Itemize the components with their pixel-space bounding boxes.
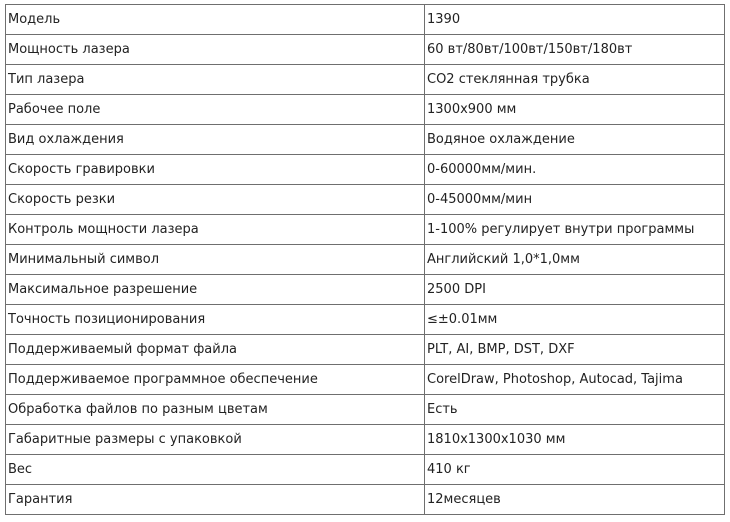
spec-row-software: [6, 365, 725, 395]
spec-label: Контроль мощности лазера: [6, 215, 425, 245]
spec-row-max-resolution: [6, 275, 725, 305]
spec-row-engraving-speed: [6, 155, 725, 185]
spec-value: 2500 DPI: [425, 275, 725, 305]
spec-value: 1300x900 мм: [425, 95, 725, 125]
spec-row-color-processing: [6, 395, 725, 425]
spec-label: Скорость резки: [6, 185, 425, 215]
spec-value: Водяное охлаждение: [425, 125, 725, 155]
spec-value: ≤±0.01мм: [425, 305, 725, 335]
spec-label: Мощность лазера: [6, 35, 425, 65]
spec-value: 0-45000мм/мин: [425, 185, 725, 215]
spec-row-file-formats: [6, 335, 725, 365]
spec-row-work-area: [6, 95, 725, 125]
spec-label: Модель: [6, 5, 425, 35]
spec-value: 1-100% регулирует внутри программы: [425, 215, 725, 245]
spec-row-weight: [6, 455, 725, 485]
spec-value: 0-60000мм/мин.: [425, 155, 725, 185]
spec-row-warranty: [6, 485, 725, 515]
spec-label: Поддерживаемый формат файла: [6, 335, 425, 365]
spec-value: 12месяцев: [425, 485, 725, 515]
spec-label: Поддерживаемое программное обеспечение: [6, 365, 425, 395]
spec-value: Английский 1,0*1,0мм: [425, 245, 725, 275]
spec-row-laser-power: [6, 35, 725, 65]
specifications-table: [5, 4, 725, 515]
spec-label: Рабочее поле: [6, 95, 425, 125]
spec-label: Обработка файлов по разным цветам: [6, 395, 425, 425]
spec-label: Вид охлаждения: [6, 125, 425, 155]
spec-row-laser-type: [6, 65, 725, 95]
spec-label: Максимальное разрешение: [6, 275, 425, 305]
spec-label: Точность позиционирования: [6, 305, 425, 335]
spec-label: Вес: [6, 455, 425, 485]
spec-value: 60 вт/80вт/100вт/150вт/180вт: [425, 35, 725, 65]
spec-value: 1810x1300x1030 мм: [425, 425, 725, 455]
spec-value: PLT, AI, BMP, DST, DXF: [425, 335, 725, 365]
spec-row-model: [6, 5, 725, 35]
spec-value: Есть: [425, 395, 725, 425]
spec-label: Минимальный символ: [6, 245, 425, 275]
spec-value: 410 кг: [425, 455, 725, 485]
spec-row-dimensions: [6, 425, 725, 455]
spec-row-cutting-speed: [6, 185, 725, 215]
spec-value: CO2 стеклянная трубка: [425, 65, 725, 95]
spec-label: Скорость гравировки: [6, 155, 425, 185]
spec-value: 1390: [425, 5, 725, 35]
spec-row-cooling: [6, 125, 725, 155]
spec-value: CorelDraw, Photoshop, Autocad, Tajima: [425, 365, 725, 395]
spec-label: Гарантия: [6, 485, 425, 515]
spec-row-min-symbol: [6, 245, 725, 275]
spec-label: Габаритные размеры с упаковкой: [6, 425, 425, 455]
spec-row-power-control: [6, 215, 725, 245]
spec-row-positioning-accuracy: [6, 305, 725, 335]
spec-label: Тип лазера: [6, 65, 425, 95]
